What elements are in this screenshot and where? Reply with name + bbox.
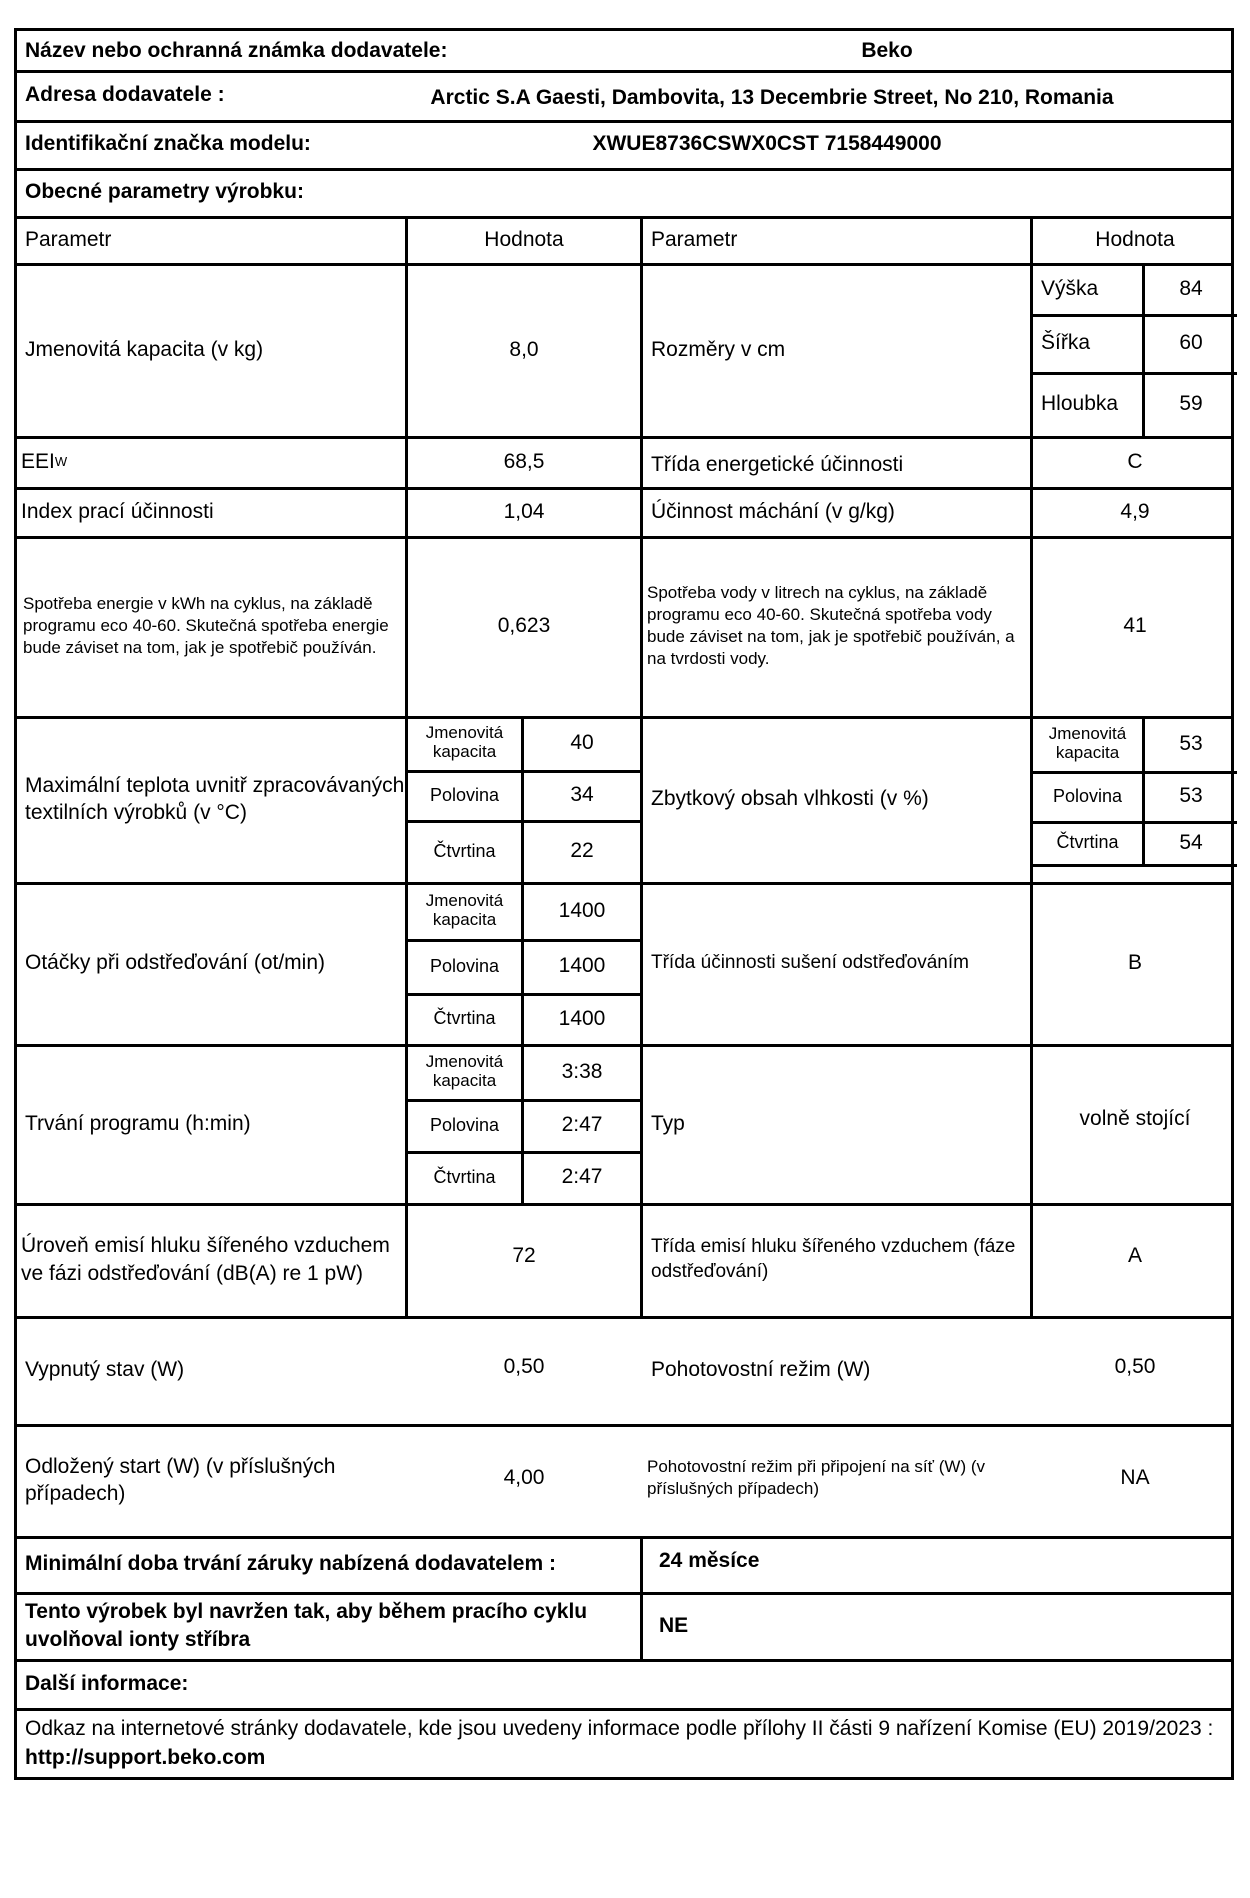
- delay-start-label: Odložený start (W) (v příslušných případech): [25, 1454, 336, 1505]
- spin-rated-value: 1400: [558, 898, 606, 922]
- further-info-label: Další informace:: [25, 1671, 189, 1695]
- address-value: Arctic S.A Gaesti, Dambovita, 13 Decembrie Street, No 210, Romania: [430, 86, 1114, 109]
- temp-half-value: 34: [570, 783, 594, 806]
- moist-quarter-label: Čtvrtina: [1056, 832, 1119, 852]
- eei-label: [21, 436, 405, 487]
- moist-half-value: 53: [1179, 784, 1203, 807]
- wash-index-label: Index prací účinnosti: [21, 499, 214, 523]
- standby-value: 0,50: [1114, 1355, 1156, 1378]
- moist-quarter-value: 54: [1179, 830, 1203, 854]
- silver-ions-label: Tento výrobek byl navržen tak, aby během pracího cyklu uvolňoval ionty stříbra: [25, 1600, 588, 1651]
- spin-half-value: 1400: [558, 954, 606, 977]
- noise-value: 72: [512, 1243, 536, 1267]
- spin-class-label: Třída účinnosti sušení odstřeďováním: [651, 952, 969, 973]
- column-header-param-2: Parametr: [651, 227, 738, 251]
- spin-quarter-value: 1400: [558, 1006, 606, 1030]
- capacity-label: Jmenovitá kapacita (v kg): [25, 337, 264, 361]
- off-mode-value: 0,50: [503, 1355, 545, 1378]
- off-mode-label: Vypnutý stav (W): [25, 1358, 185, 1381]
- network-standby-value: NA: [1120, 1466, 1150, 1489]
- spin-speed-label: Otáčky při odstřeďování (ot/min): [25, 951, 326, 974]
- moisture-label: Zbytkový obsah vlhkosti (v %): [651, 787, 929, 810]
- temp-quarter-value: 22: [570, 839, 594, 862]
- supplier-link-text: Odkaz na internetové stránky dodavatele, kde jsou uvedeny informace podle přílohy II části 9 nařízení Komise (EU) 2019/2023 :: [25, 1717, 1214, 1740]
- temperature-label: Maximální teplota uvnitř zpracovávaných textilních výrobků (v °C): [25, 773, 405, 824]
- warranty-value: 24 měsíce: [659, 1549, 760, 1572]
- dur-quarter-value: 2:47: [561, 1165, 603, 1188]
- capacity-value: 8,0: [509, 337, 539, 361]
- standby-label: Pohotovostní režim (W): [651, 1358, 871, 1381]
- supplier-value: Beko: [861, 38, 913, 62]
- width-value: 60: [1179, 331, 1203, 354]
- temp-quarter-label: Čtvrtina: [433, 840, 496, 861]
- dimensions-label: Rozměry v cm: [651, 337, 786, 361]
- model-label: Identifikační značka modelu:: [25, 132, 311, 155]
- rinse-value: 4,9: [1120, 499, 1150, 523]
- supplier-label: Název nebo ochranná známka dodavatele:: [25, 38, 448, 62]
- moist-rated-value: 53: [1179, 731, 1203, 755]
- column-header-value: Hodnota: [484, 227, 564, 251]
- depth-value: 59: [1179, 392, 1203, 415]
- temp-rated-value: 40: [570, 731, 594, 754]
- depth-label: Hloubka: [1041, 392, 1119, 415]
- general-params-label: Obecné parametry výrobku:: [25, 180, 304, 203]
- type-label: Typ: [651, 1111, 685, 1135]
- noise-label: Úroveň emisí hluku šířeného vzduchem ve fázi odstřeďování (dB(A) re 1 pW): [21, 1234, 390, 1285]
- spin-class-value: B: [1127, 951, 1142, 974]
- dur-rated-value: 3:38: [561, 1059, 603, 1083]
- energy-class-value: C: [1127, 449, 1143, 473]
- dur-rated-label: Jmenovitá kapacita: [425, 1051, 504, 1090]
- eei-value: 68,5: [503, 449, 545, 473]
- dur-quarter-label: Čtvrtina: [433, 1166, 496, 1187]
- spin-quarter-label: Čtvrtina: [433, 1008, 496, 1028]
- delay-start-value: 4,00: [503, 1466, 545, 1489]
- energy-consumption-label: Spotřeba energie v kWh na cyklus, na základě programu eco 40-60. Skutečná spotřeba energie bude záviset na tom, jak je spotřebič používán.: [23, 593, 389, 658]
- wash-index-value: 1,04: [503, 499, 545, 523]
- moist-rated-label: Jmenovitá kapacita: [1048, 723, 1127, 762]
- type-value: volně stojící: [1079, 1107, 1191, 1130]
- product-information-sheet: [14, 28, 1234, 1780]
- supplier-link[interactable]: http://support.beko.com: [25, 1746, 266, 1770]
- address-label: Adresa dodavatele :: [25, 83, 225, 106]
- height-label: Výška: [1041, 276, 1099, 300]
- column-header-param: Parametr: [25, 227, 112, 251]
- duration-label: Trvání programu (h:min): [25, 1111, 251, 1135]
- energy-class-label: Třída energetické účinnosti: [651, 452, 904, 476]
- moist-half-label: Polovina: [1052, 785, 1123, 806]
- silver-ions-value: NE: [659, 1613, 689, 1637]
- eei-label-text: EEI: [21, 449, 55, 473]
- warranty-label: Minimální doba trvání záruky nabízená dodavatelem :: [25, 1552, 556, 1575]
- column-header-value-2: Hodnota: [1095, 227, 1175, 251]
- water-consumption-value: 41: [1123, 614, 1147, 637]
- water-consumption-label: Spotřeba vody v litrech na cyklus, na základě programu eco 40-60. Skutečná spotřeba vody bude záviset na tom, jak je spotřebič používán, a na tvrdosti vody.: [647, 582, 1015, 669]
- width-label: Šířka: [1041, 331, 1091, 354]
- spin-rated-label: Jmenovitá kapacita: [425, 890, 504, 929]
- network-standby-label: Pohotovostní režim při připojení na síť (W) (v příslušných případech): [647, 1456, 985, 1498]
- temp-half-label: Polovina: [429, 784, 500, 805]
- dur-half-label: Polovina: [429, 1114, 500, 1135]
- temp-rated-label: Jmenovitá kapacita: [425, 723, 504, 761]
- dur-half-value: 2:47: [561, 1113, 603, 1136]
- height-value: 84: [1179, 276, 1203, 300]
- spin-half-label: Polovina: [429, 955, 500, 976]
- eei-label-sub: W: [54, 454, 68, 469]
- further-info-text: [25, 1714, 1225, 1773]
- noise-class-value: A: [1127, 1243, 1142, 1267]
- noise-class-label: Třída emisí hluku šířeného vzduchem (fáze odstřeďování): [651, 1235, 1016, 1282]
- model-value: XWUE8736CSWX0CST 7158449000: [592, 132, 942, 155]
- energy-consumption-value: 0,623: [497, 614, 551, 637]
- rinse-label: Účinnost máchání (v g/kg): [651, 499, 895, 523]
